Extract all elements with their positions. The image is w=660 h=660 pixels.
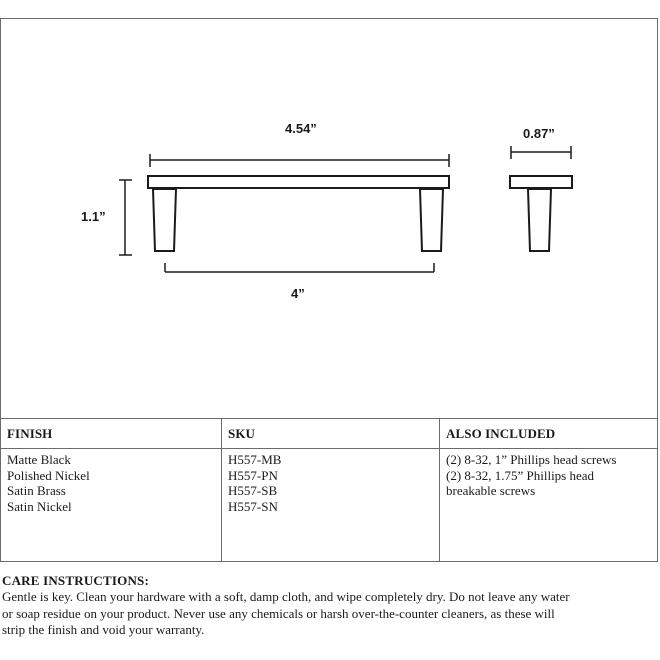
included-column: [439, 419, 657, 562]
depth-dimension-line: [511, 146, 571, 159]
included-item: breakable screws: [446, 483, 536, 498]
pull-bar-side: [510, 176, 572, 188]
sku-item: H557-SN: [228, 498, 278, 514]
care-line: or soap residue on your product. Never use any chemicals or harsh over-the-counter cleaners, as these will: [2, 605, 555, 621]
finish-header: FINISH: [1, 419, 221, 449]
included-item: (2) 8-32, 1.75” Phillips head: [446, 467, 595, 483]
finish-item: Polished Nickel: [7, 467, 90, 483]
care-instructions: [2, 573, 658, 638]
overall-length-dimension-line: [150, 154, 449, 167]
care-line: Gentle is key. Clean your hardware with a soft, damp cloth, and wipe completely dry. Do not leave any water: [2, 589, 570, 605]
sku-header: SKU: [222, 419, 439, 449]
spec-table: [1, 418, 657, 561]
technical-drawing: [1, 19, 659, 419]
sku-item: H557-MB: [228, 452, 282, 467]
finish-item: Matte Black: [7, 452, 71, 467]
sku-column: [221, 419, 439, 562]
included-item: (2) 8-32, 1” Phillips head screws: [446, 452, 617, 467]
height-label: 1.1”: [81, 209, 106, 224]
sku-item: H557-SB: [228, 483, 278, 498]
finish-column: [1, 419, 221, 562]
center-to-center-label: 4”: [291, 286, 305, 301]
pull-leg-left: [153, 189, 176, 251]
finish-item: Satin Nickel: [7, 498, 72, 514]
center-to-center-dimension-line: [165, 263, 434, 272]
care-line: strip the finish and void your warranty.: [2, 621, 205, 637]
pull-bar-front: [148, 176, 449, 188]
included-header: ALSO INCLUDED: [440, 419, 657, 449]
pull-leg-right: [420, 189, 443, 251]
spec-sheet: [0, 18, 658, 562]
sku-item: H557-PN: [228, 467, 278, 483]
finish-item: Satin Brass: [7, 483, 66, 498]
overall-length-label: 4.54”: [285, 121, 317, 136]
care-title: CARE INSTRUCTIONS:: [2, 573, 149, 588]
pull-leg-side: [528, 189, 551, 251]
depth-label: 0.87”: [523, 126, 555, 141]
height-dimension-line: [119, 180, 132, 255]
